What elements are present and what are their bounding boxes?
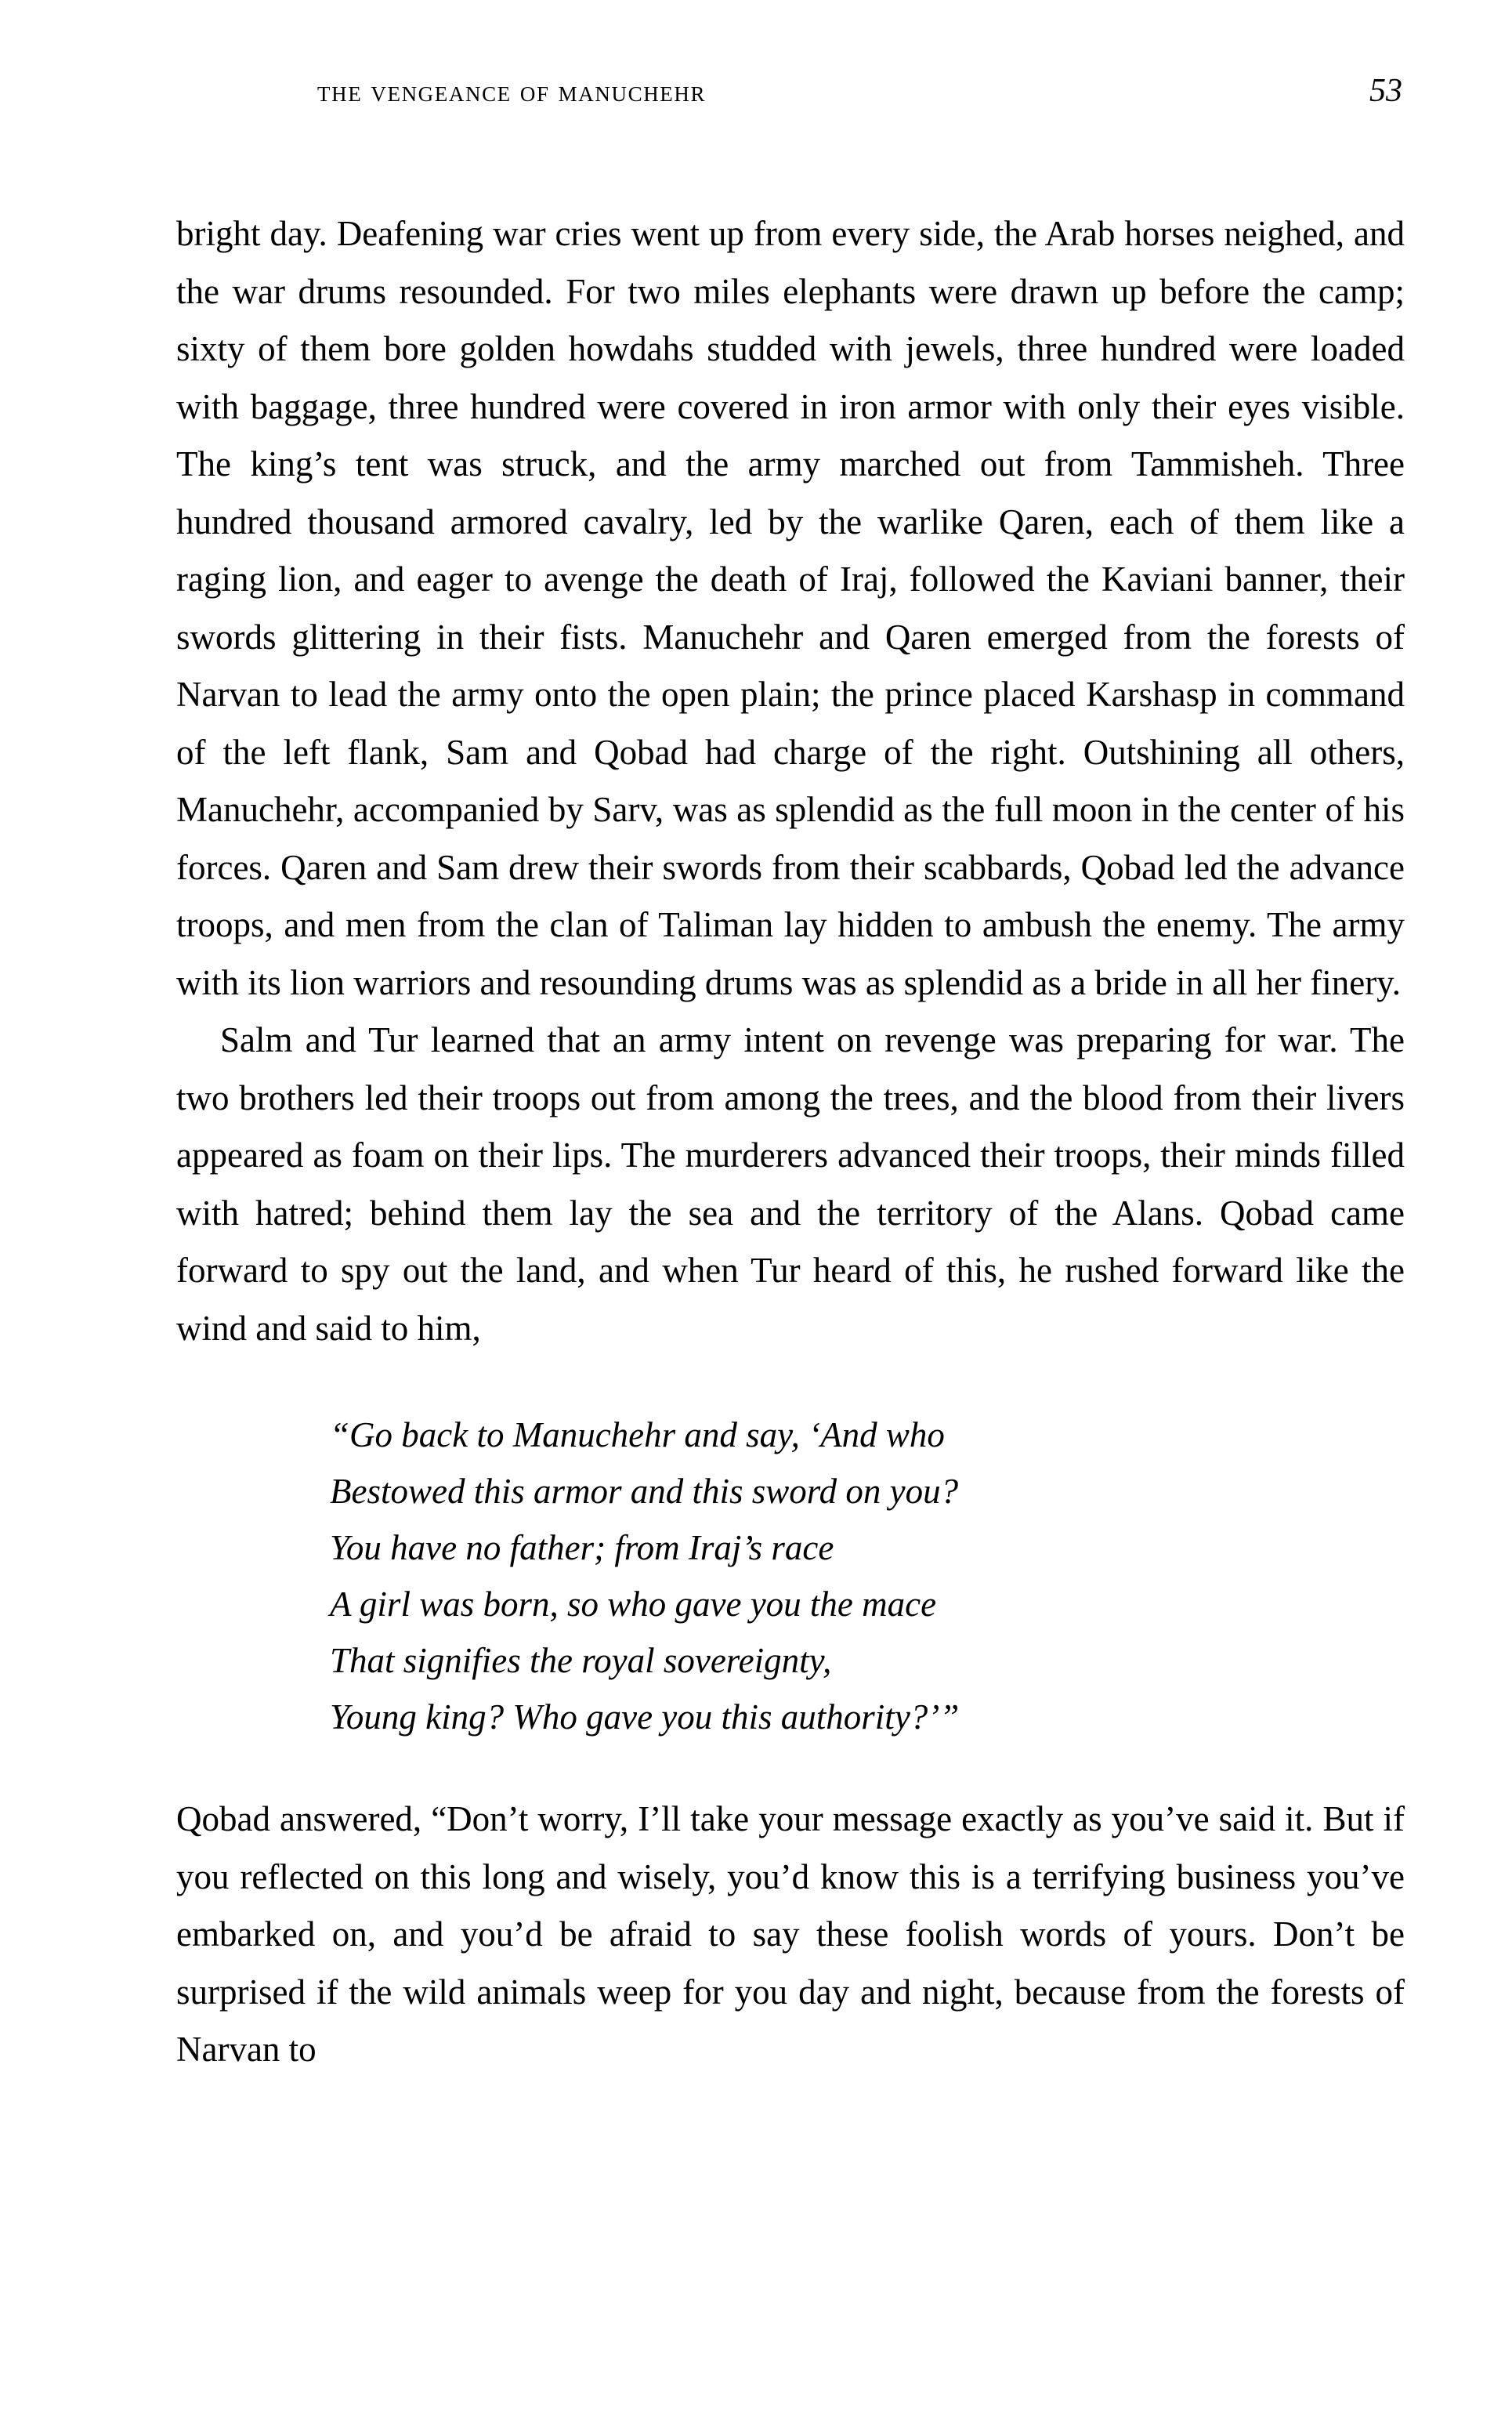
- page-number: 53: [1369, 73, 1402, 109]
- verse-line-2: Bestowed this armor and this sword on you?: [330, 1472, 959, 1511]
- paragraph-1: bright day. Deafening war cries went up from every side, the Arab horses neighed, and the war drums resounded. For two miles elephants were drawn up before the camp; sixty of them bore golden howdahs studded with jewels, three hundred were loaded with baggage, three hundred were covered in iron armor with only their eyes visible. The king’s tent was struck, and the army marched out from Tammisheh. Three hundred thousand armored cavalry, led by the warlike Qaren, each of them like a raging lion, and eager to avenge the death of Iraj, followed the Kaviani banner, their swords glittering in their fists. Manuchehr and Qaren emerged from the forests of Narvan to lead the army onto the open plain; the prince placed Karshasp in command of the left flank, Sam and Qobad had charge of the right. Outshining all others, Manuchehr, accompanied by Sarv, was as splendid as the full moon in the center of his forces. Qaren and Sam drew their swords from their scabbards, Qobad led the advance troops, and men from the clan of Taliman lay hidden to ambush the enemy. The army with its lion warriors and resounding drums was as splendid as a bride in all her finery.: [176, 214, 1405, 1002]
- running-head-title: the vengeance of manuchehr: [317, 75, 707, 108]
- verse-line-4: A girl was born, so who gave you the mace: [330, 1585, 937, 1624]
- verse-block: [176, 1357, 1405, 1791]
- verse-line-3: You have no father; from Iraj’s race: [330, 1528, 834, 1567]
- text-block: [176, 205, 1405, 2079]
- verse-line-6: Young king? Who gave you this authority?’”: [330, 1697, 960, 1737]
- verse-line-1: “Go back to Manuchehr and say, ‘And who: [330, 1415, 945, 1454]
- paragraph-3: Qobad answered, “Don’t worry, I’ll take your message exactly as you’ve said it. But if you reflected on this long and wisely, you’d know this is a terrifying business you’ve embarked on, and you’d be afraid to say these foolish words of yours. Don’t be surprised if the wild animals weep for you day and night, because from the forests of Narvan to: [176, 1799, 1405, 2069]
- paragraph-2: Salm and Tur learned that an army intent on revenge was preparing for war. The two brothers led their troops out from among the trees, and the blood from their livers appeared as foam on their lips. The murderers advanced their troops, their minds filled with hatred; behind them lay the sea and the territory of the Alans. Qobad came forward to spy out the land, and when Tur heard of this, he rushed forward like the wind and said to him,: [176, 1020, 1405, 1348]
- running-head: [176, 72, 1402, 119]
- verse-line-5: That signifies the royal sovereignty,: [330, 1641, 832, 1680]
